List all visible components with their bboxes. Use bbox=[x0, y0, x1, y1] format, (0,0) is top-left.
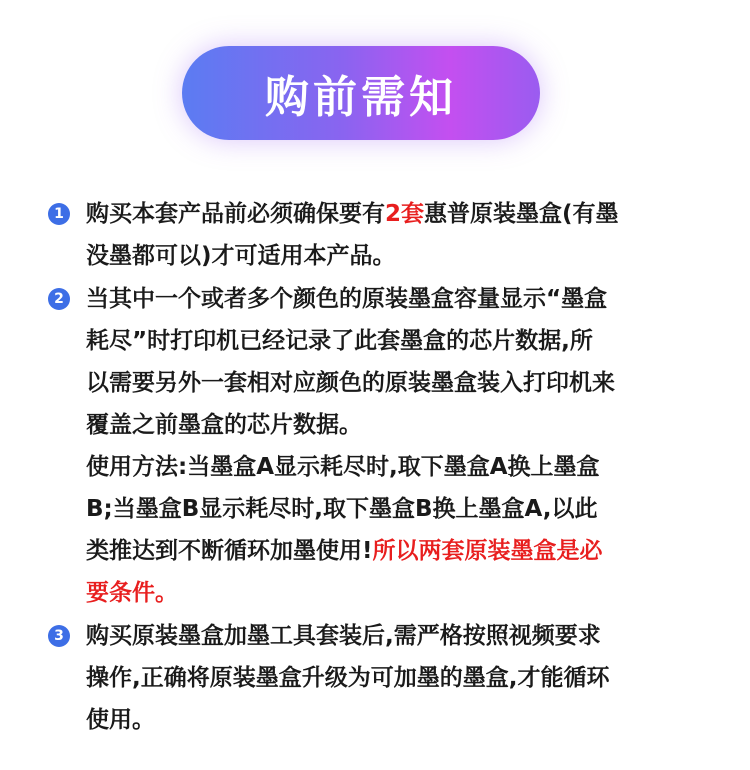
notice-item-3 bbox=[48, 615, 718, 741]
notice-line: 购买原装墨盒加墨工具套装后,需严格按照视频要求 bbox=[86, 623, 601, 649]
number-badge-1: 1 bbox=[48, 203, 70, 225]
usage-method-line: 使用方法:当墨盒A显示耗尽时,取下墨盒A换上墨盒 bbox=[86, 454, 600, 480]
notice-line: 当其中一个或者多个颜色的原装墨盒容量显示“墨盒 bbox=[86, 286, 608, 312]
notice-line: 覆盖之前墨盒的芯片数据。 bbox=[86, 412, 362, 438]
page-title: 购前需知 bbox=[265, 72, 457, 123]
notice-line: 操作,正确将原装墨盒升级为可加墨的墨盒,才能循环 bbox=[86, 665, 610, 691]
highlight-text: 所以两套原装墨盒是必 bbox=[372, 538, 603, 564]
notice-line: 类推达到不断循环加墨使用!所以两套原装墨盒是必 bbox=[86, 538, 603, 564]
notice-line: 没墨都可以)才可适用本产品。 bbox=[86, 243, 396, 269]
notice-line: 使用。 bbox=[86, 707, 155, 733]
notice-item-1 bbox=[48, 193, 718, 277]
notice-line: 耗尽”时打印机已经记录了此套墨盒的芯片数据,所 bbox=[86, 328, 593, 354]
notice-line: 以需要另外一套相对应颜色的原装墨盒装入打印机来 bbox=[86, 370, 615, 396]
notice-text-2 bbox=[86, 278, 718, 614]
notice-text-3 bbox=[86, 615, 718, 741]
number-badge-2: 2 bbox=[48, 288, 70, 310]
notice-item-2 bbox=[48, 278, 718, 614]
highlight-text: 2套 bbox=[385, 201, 425, 227]
number-badge-3: 3 bbox=[48, 625, 70, 647]
notice-text-1 bbox=[86, 193, 718, 277]
usage-method-line: B;当墨盒B显示耗尽时,取下墨盒B换上墨盒A,以此 bbox=[86, 496, 598, 522]
highlight-text: 要条件。 bbox=[86, 580, 178, 606]
notice-line: 购买本套产品前必须确保要有2套惠普原装墨盒(有墨 bbox=[86, 201, 619, 227]
title-banner bbox=[182, 46, 540, 140]
